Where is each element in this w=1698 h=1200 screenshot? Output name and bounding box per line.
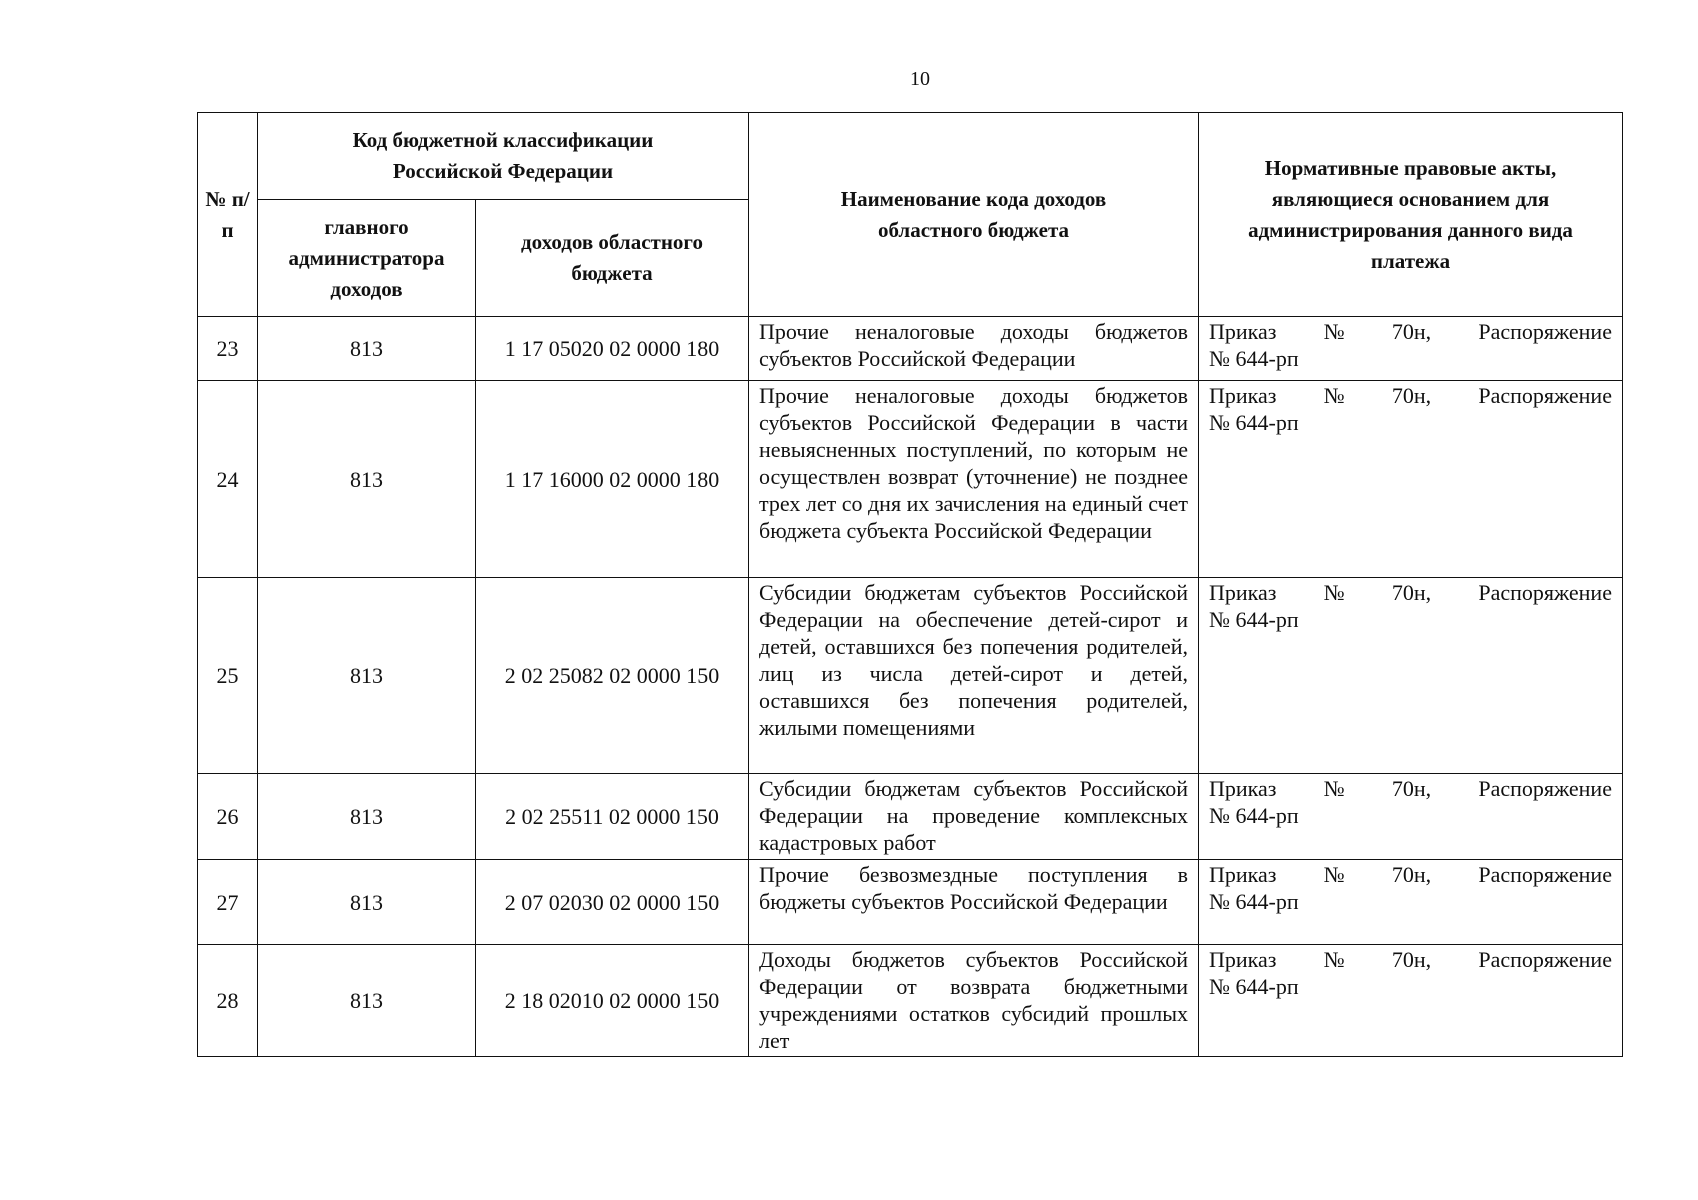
row-legal-acts [1199,381,1623,578]
row-income-code: 1 17 16000 02 0000 180 [476,381,749,578]
row-admin-code: 813 [258,578,476,774]
act-order-word: Приказ [1209,383,1277,408]
row-legal-acts [1199,774,1623,860]
act-number-sign: № [1323,776,1345,801]
act-decree-number: № 644-рп [1209,803,1299,828]
row-admin-code: 813 [258,945,476,1057]
row-legal-acts [1199,860,1623,945]
row-income-name: Доходы бюджетов субъектов Российской Федерации от возврата бюджетными учреждениями остатков субсидий прошлых лет [749,945,1199,1057]
act-decree-word: Распоряжение [1478,580,1612,605]
row-num: 23 [198,317,258,381]
table-row [198,578,1623,774]
row-admin-code: 813 [258,381,476,578]
header-name: Наименование кода доходов областного бюджета [749,113,1199,317]
row-income-name: Субсидии бюджетам субъектов Российской Федерации на проведение комплексных кадастровых работ [749,774,1199,860]
row-num: 26 [198,774,258,860]
row-income-code: 2 02 25511 02 0000 150 [476,774,749,860]
row-num: 28 [198,945,258,1057]
row-admin-code: 813 [258,860,476,945]
act-order-word: Приказ [1209,319,1277,344]
row-admin-code: 813 [258,317,476,381]
act-decree-number: № 644-рп [1209,410,1299,435]
header-admin: главного администратора доходов [258,200,476,317]
table-body [198,317,1623,1057]
act-order-number: 70н, [1391,319,1432,344]
act-decree-number: № 644-рп [1209,889,1299,914]
row-income-name: Субсидии бюджетам субъектов Российской Федерации на обеспечение детей-сирот и детей, оставшихся без попечения родителей, лиц из числа детей-сирот и детей, оставшихся без попечения родителей, жилыми помещениями [749,578,1199,774]
header-acts: Нормативные правовые акты, являющиеся основанием для администрирования данного вида платежа [1199,113,1623,317]
act-decree-word: Распоряжение [1478,947,1612,972]
row-income-name: Прочие неналоговые доходы бюджетов субъектов Российской Федерации [749,317,1199,381]
act-decree-word: Распоряжение [1478,319,1612,344]
row-income-code: 2 07 02030 02 0000 150 [476,860,749,945]
act-decree-number: № 644-рп [1209,346,1299,371]
act-decree-number: № 644-рп [1209,607,1299,632]
act-order-number: 70н, [1391,947,1432,972]
act-decree-number: № 644-рп [1209,974,1299,999]
row-num: 25 [198,578,258,774]
act-order-word: Приказ [1209,862,1277,887]
row-legal-acts [1199,317,1623,381]
act-order-number: 70н, [1391,862,1432,887]
row-num: 27 [198,860,258,945]
act-order-word: Приказ [1209,947,1277,972]
row-income-code: 2 02 25082 02 0000 150 [476,578,749,774]
act-order-word: Приказ [1209,776,1277,801]
row-income-code: 1 17 05020 02 0000 180 [476,317,749,381]
income-codes-table [197,112,1623,1057]
act-number-sign: № [1323,947,1345,972]
row-num: 24 [198,381,258,578]
table-row [198,860,1623,945]
act-number-sign: № [1323,580,1345,605]
act-order-word: Приказ [1209,580,1277,605]
row-admin-code: 813 [258,774,476,860]
header-income-code: доходов областного бюджета [476,200,749,317]
table-row [198,774,1623,860]
row-income-name: Прочие безвозмездные поступления в бюджеты субъектов Российской Федерации [749,860,1199,945]
table-row [198,945,1623,1057]
act-number-sign: № [1323,319,1345,344]
act-order-number: 70н, [1391,580,1432,605]
table-row [198,381,1623,578]
act-order-number: 70н, [1391,383,1432,408]
act-number-sign: № [1323,862,1345,887]
act-decree-word: Распоряжение [1478,862,1612,887]
act-order-number: 70н, [1391,776,1432,801]
row-income-name: Прочие неналоговые доходы бюджетов субъектов Российской Федерации в части невыясненных поступлений, по которым не осуществлен возврат (уточнение) не позднее трех лет со дня их зачисления на единый счет бюджета субъекта Российской Федерации [749,381,1199,578]
row-legal-acts [1199,578,1623,774]
page-number: 10 [910,68,930,90]
header-num: № п/п [198,113,258,317]
act-decree-word: Распоряжение [1478,383,1612,408]
header-kbk-group: Код бюджетной классификации Российской Федерации [258,113,749,200]
row-legal-acts [1199,945,1623,1057]
table-row [198,317,1623,381]
row-income-code: 2 18 02010 02 0000 150 [476,945,749,1057]
act-number-sign: № [1323,383,1345,408]
act-decree-word: Распоряжение [1478,776,1612,801]
